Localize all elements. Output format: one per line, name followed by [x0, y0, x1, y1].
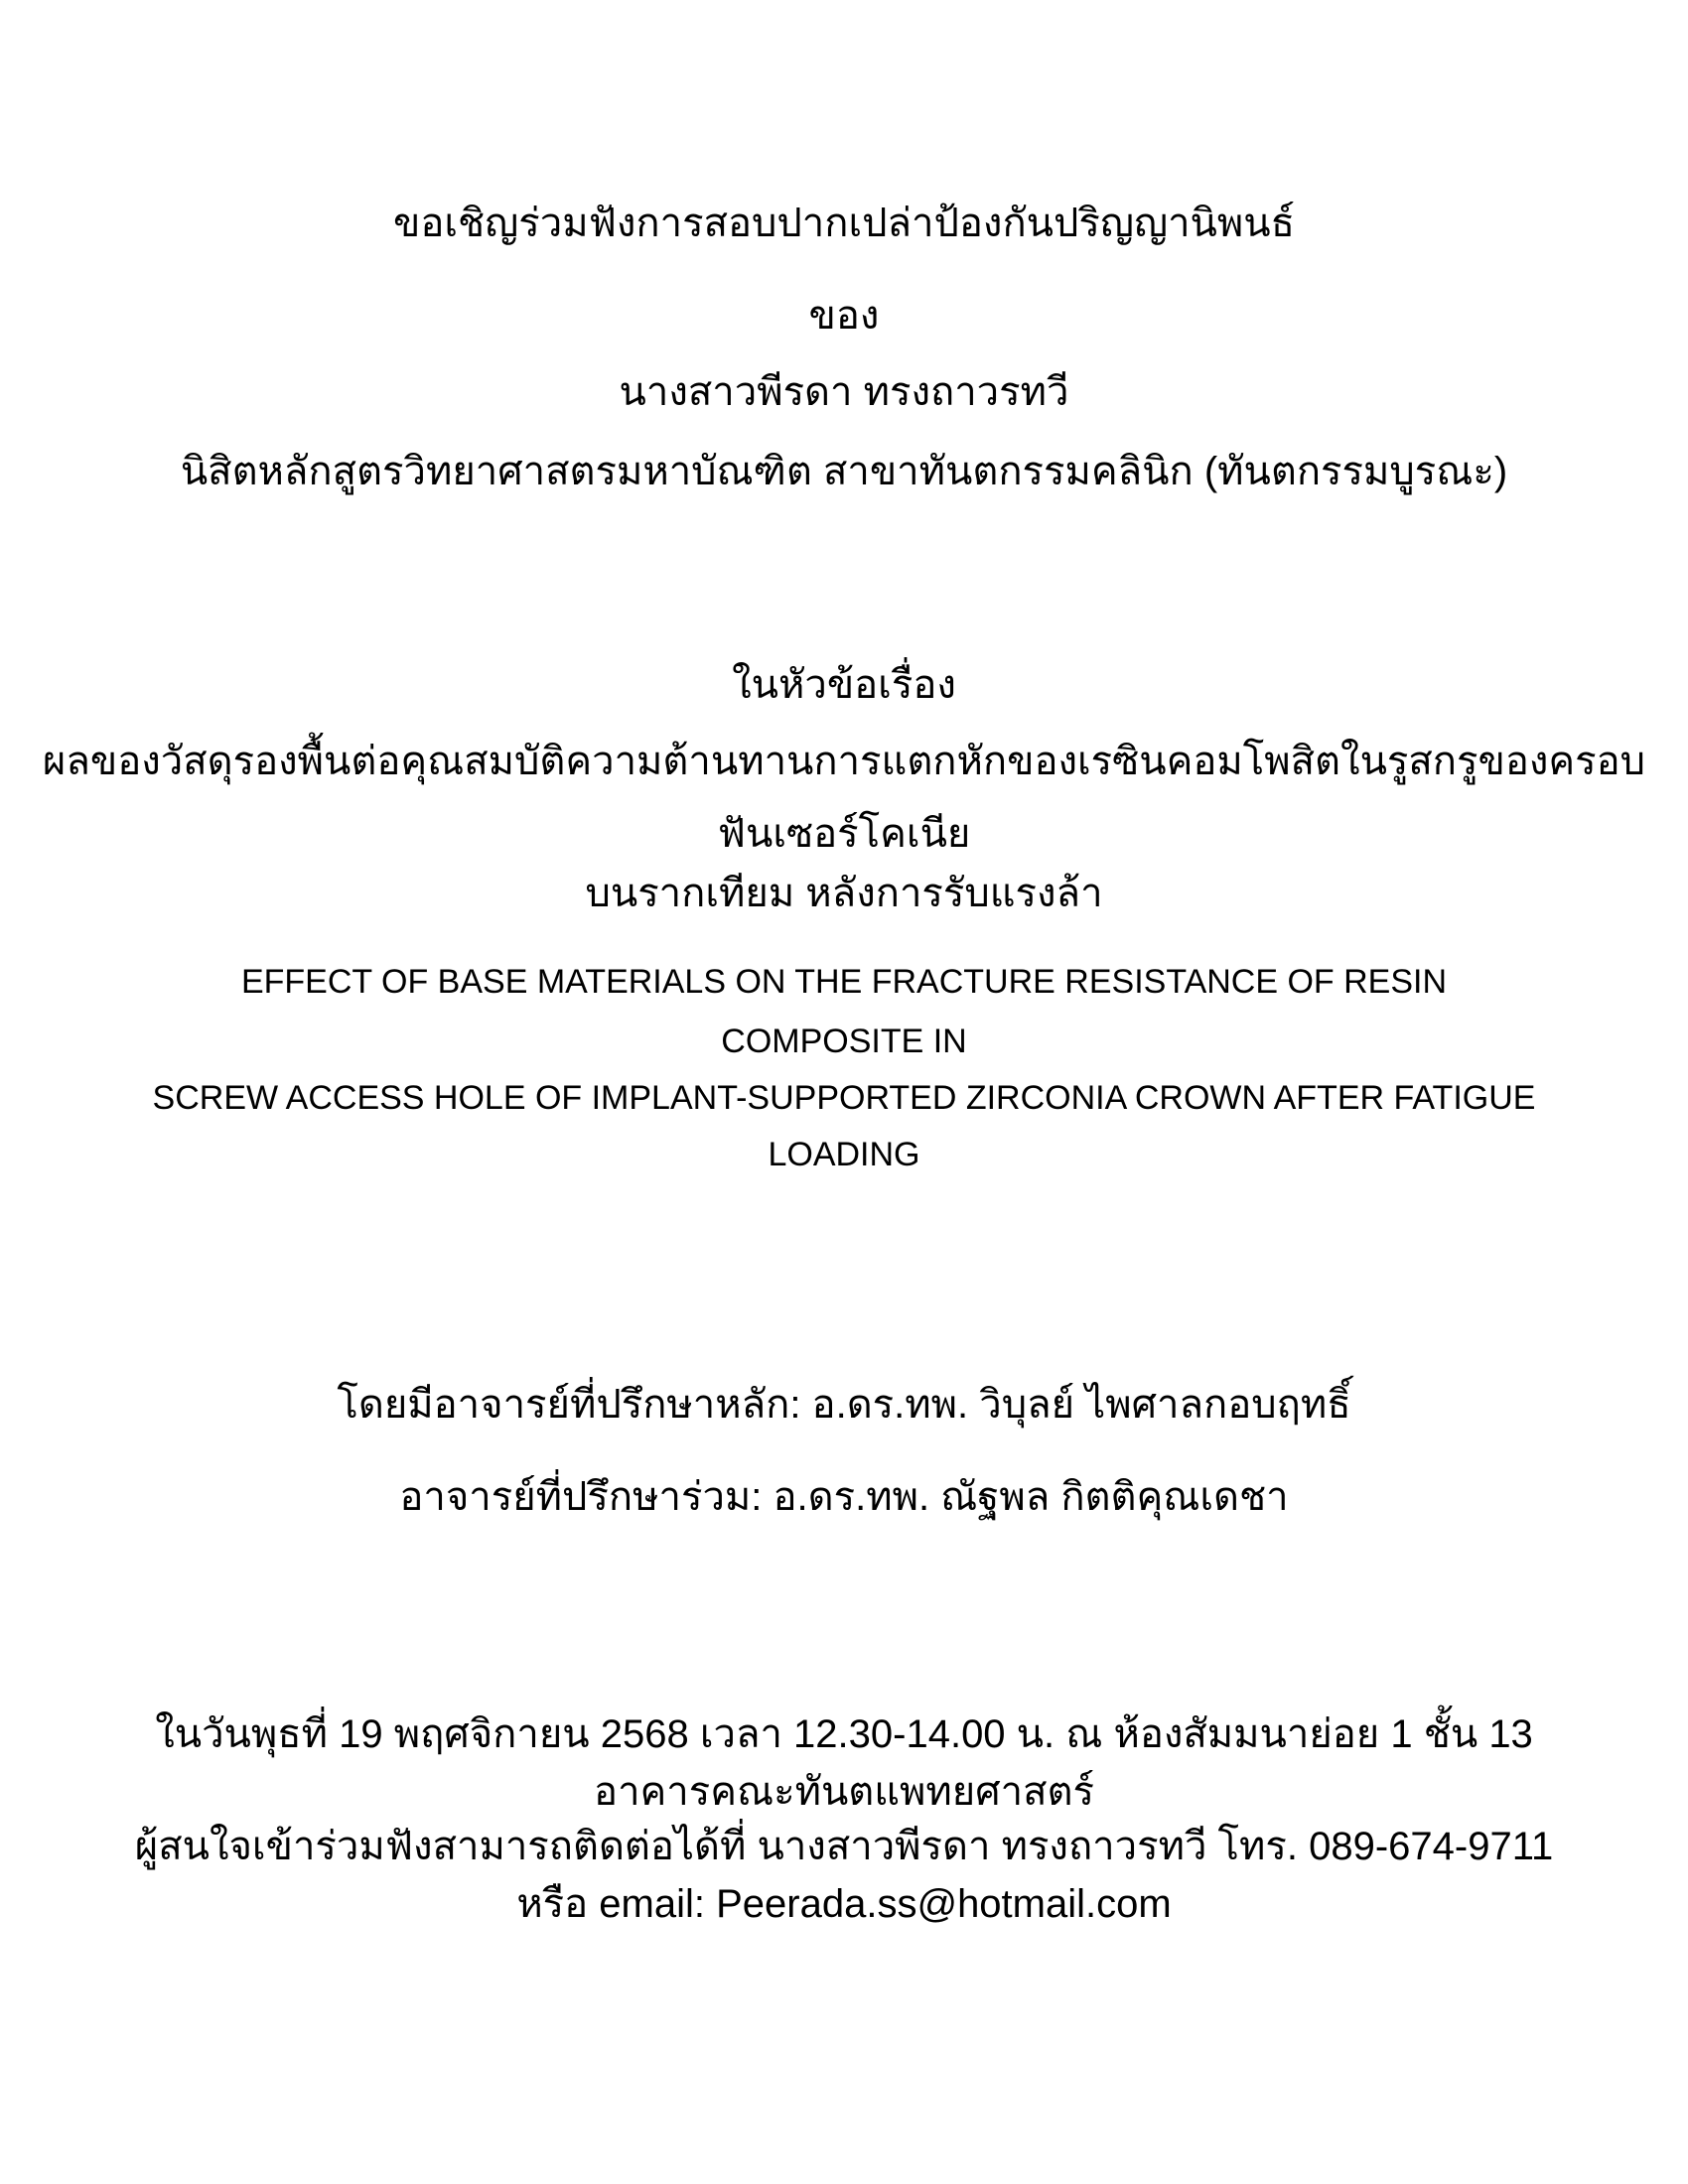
- thesis-title-eng-line4: LOADING: [768, 1136, 920, 1173]
- schedule-line: ในวันพุธที่ 19 พฤศจิกายน 2568 เวลา 12.30-14.00 น. ณ ห้องสัมมนาย่อย 1 ชั้น 13: [155, 1712, 1533, 1756]
- venue-building-line: อาคารคณะทันตแพทยศาสตร์: [594, 1770, 1094, 1814]
- student-name: นางสาวพีรดา ทรงถาวรทวี: [619, 370, 1069, 414]
- invitation-line: ขอเชิญร่วมฟังการสอบปากเปล่าป้องกันปริญญานิพนธ์: [392, 202, 1295, 245]
- thesis-title-eng-line3: SCREW ACCESS HOLE OF IMPLANT-SUPPORTED ZIRCONIA CROWN AFTER FATIGUE: [152, 1079, 1536, 1117]
- thesis-title-thai-line2: ฟันเซอร์โคเนีย: [717, 812, 971, 856]
- program-line: นิสิตหลักสูตรวิทยาศาสตรมหาบัณฑิต สาขาทันตกรรมคลินิก (ทันตกรรมบูรณะ): [180, 450, 1508, 493]
- co-advisor-line: อาจารย์ที่ปรึกษาร่วม: อ.ดร.ทพ. ณัฐพล กิตติคุณเดชา: [399, 1475, 1289, 1519]
- contact-line: ผู้สนใจเข้าร่วมฟังสามารถติดต่อได้ที่ นางสาวพีรดา ทรงถาวรทวี โทร. 089-674-9711: [134, 1825, 1554, 1868]
- topic-heading: ในหัวข้อเรื่อง: [732, 663, 956, 707]
- thesis-title-eng-line2: COMPOSITE IN: [721, 1023, 967, 1060]
- thesis-title-eng-line1: EFFECT OF BASE MATERIALS ON THE FRACTURE RESISTANCE OF RESIN: [240, 963, 1448, 1001]
- email-line: หรือ email: Peerada.ss@hotmail.com: [516, 1882, 1172, 1926]
- of-label: ของ: [808, 294, 880, 338]
- thesis-title-thai-line1: ผลของวัสดุรองพื้นต่อคุณสมบัติความต้านทานการแตกหักของเรซินคอมโพสิตในรูสกรูของครอบ: [42, 740, 1646, 783]
- thesis-title-thai-line3: บนรากเทียม หลังการรับแรงล้า: [585, 872, 1103, 915]
- advisor-line: โดยมีอาจารย์ที่ปรึกษาหลัก: อ.ดร.ทพ. วิบุลย์ ไพศาลกอบฤทธิ์: [337, 1383, 1351, 1427]
